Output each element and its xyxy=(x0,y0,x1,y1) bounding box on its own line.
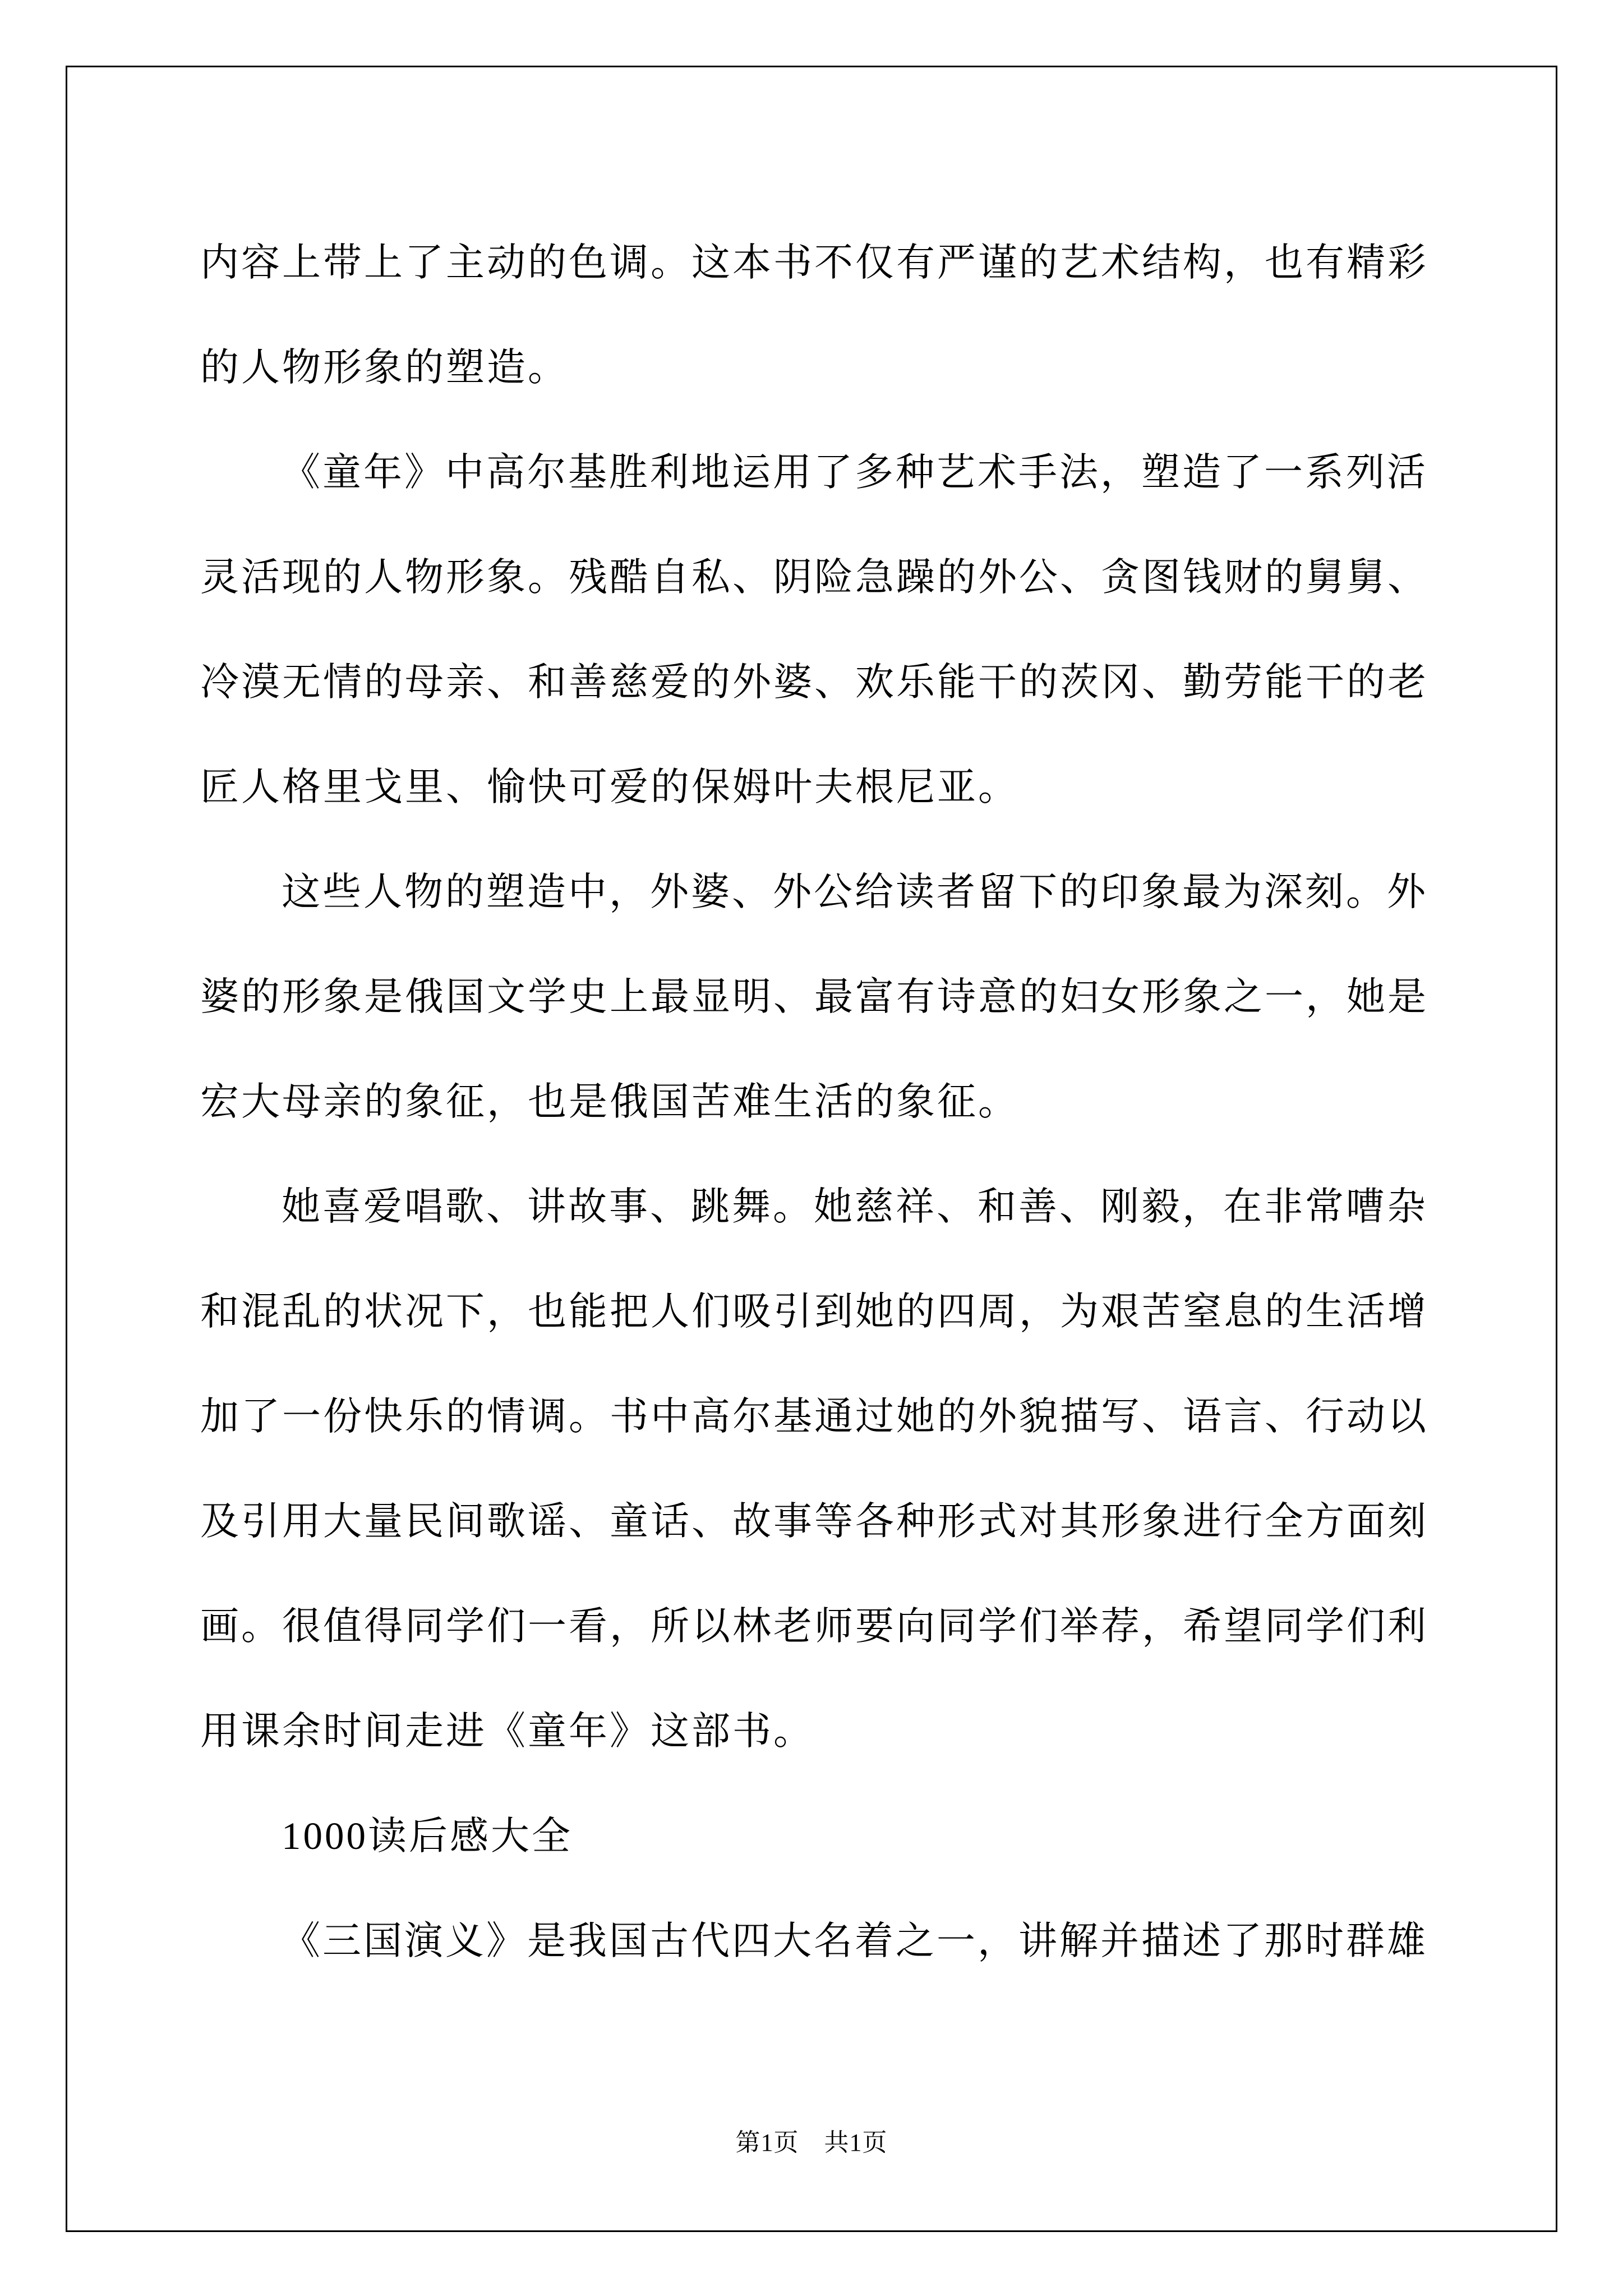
paragraph-4: 她喜爱唱歌、讲故事、跳舞。她慈祥、和善、刚毅，在非常嘈杂和混乱的状况下，也能把人们吸引到她的四周，为艰苦窒息的生活增加了一份快乐的情调。书中高尔基通过她的外貌描写、语言、行动以及引用大量民间歌谣、童话、故事等各种形式对其形象进行全方面刻画。很值得同学们一看，所以林老师要向同学们举荐，希望同学们利用课余时间走进《童年》这部书。 xyxy=(200,1184,1428,1754)
page-number-footer: 第1页 共1页 xyxy=(735,2129,888,2156)
paragraph-2: 《童年》中高尔基胜利地运用了多种艺术手法，塑造了一系列活灵活现的人物形象。残酷自私、阴险急躁的外公、贪图钱财的舅舅、冷漠无情的母亲、和善慈爱的外婆、欢乐能干的茨冈、勤劳能干的老匠人格里戈里、愉快可爱的保姆叶夫根尼亚。 xyxy=(200,450,1428,809)
paragraph-3: 这些人物的塑造中，外婆、外公给读者留下的印象最为深刻。外婆的形象是俄国文学史上最显明、最富有诗意的妇女形象之一，她是宏大母亲的象征，也是俄国苦难生活的象征。 xyxy=(200,869,1428,1124)
section-heading: 1000读后感大全 xyxy=(282,1815,573,1857)
paragraph-1: 内容上带上了主动的色调。这本书不仅有严谨的艺术结构，也有精彩的人物形象的塑造。 xyxy=(200,240,1428,390)
paragraph-5: 《三国演义》是我国古代四大名着之一，讲解并描述了那时群雄 xyxy=(282,1918,1428,1963)
document-body xyxy=(200,210,1428,1994)
